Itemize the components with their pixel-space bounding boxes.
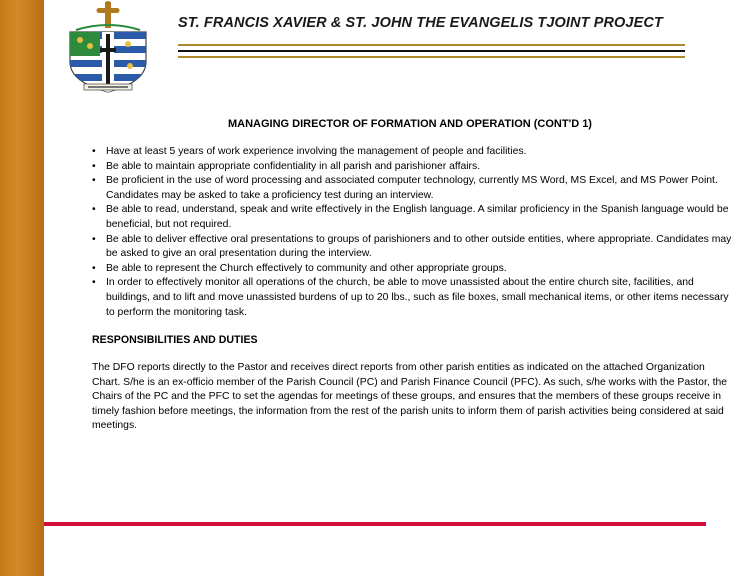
- list-item: [92, 145, 732, 160]
- list-item: [92, 262, 732, 277]
- requirement-text: Be proficient in the use of word processing and associated computer technology, currently MS Word, MS Excel, and MS Power Point. Candidates may be asked to take a proficiency test during an interview.: [106, 175, 718, 201]
- list-item: [92, 276, 732, 320]
- header-rule-gold-bottom: [178, 56, 685, 58]
- requirement-text: Be able to read, understand, speak and write effectively in the English language. A similar proficiency in the Spanish language would be beneficial, but not required.: [106, 204, 729, 230]
- header-rule-gold-top: [178, 44, 685, 46]
- requirement-text: Have at least 5 years of work experience involving the management of people and facilities.: [106, 146, 527, 157]
- header-rule-black: [178, 50, 685, 52]
- responsibilities-paragraph: The DFO reports directly to the Pastor and receives direct reports from other parish entities as indicated on the attached Organization Chart. S/he is an ex-officio member of the Parish Council (PC) and Parish Finance Council (PFC). As such, s/he works with the Pastor, the Chairs of the PC and the PFC to set the agendas for meetings of these groups, and ensures that the members of these groups receive in timely fashion before meetings, the information from the rest of the parish units to inform them of parish activities being considered at said meetings.: [92, 362, 728, 432]
- bullet-icon: •: [92, 146, 96, 157]
- requirement-text: Be able to maintain appropriate confidentiality in all parish and parishioner affairs.: [106, 160, 481, 172]
- requirement-text: Be able to represent the Church effectively to community and other appropriate groups.: [106, 262, 507, 274]
- bullet-icon: •: [92, 160, 96, 172]
- bullet-icon: •: [92, 175, 96, 187]
- project-title: ST. FRANCIS XAVIER & ST. JOHN THE EVANGELIS TJOINT PROJECT: [178, 15, 663, 31]
- bullet-icon: •: [92, 277, 96, 289]
- bullet-icon: •: [92, 233, 96, 245]
- list-item: [92, 233, 732, 262]
- requirement-text: Be able to deliver effective oral presentations to groups of parishioners and to other outside entities, where appropriate. Candidates may be asked to give an oral presentation during the interview.: [106, 233, 732, 260]
- footer-accent-rule: [44, 522, 706, 526]
- list-item: [92, 174, 732, 203]
- responsibilities-heading: RESPONSIBILITIES AND DUTIES: [92, 334, 258, 346]
- requirements-list: [92, 145, 732, 320]
- page-heading: MANAGING DIRECTOR OF FORMATION AND OPERATION (CONT'D 1): [228, 118, 592, 130]
- diocese-crest-logo: [58, 0, 158, 100]
- requirement-text: In order to effectively monitor all operations of the church, be able to move unassisted about the entire church site, facilities, and buildings, and to lift and move unassisted burdens of up to 20 lbs., such as file boxes, small mechanical items, or other items necessary to perform the monitoring task.: [106, 277, 729, 318]
- list-item: [92, 203, 732, 232]
- bullet-icon: •: [92, 262, 96, 274]
- bullet-icon: •: [92, 204, 96, 216]
- left-accent-bar: [0, 0, 44, 576]
- list-item: [92, 160, 732, 175]
